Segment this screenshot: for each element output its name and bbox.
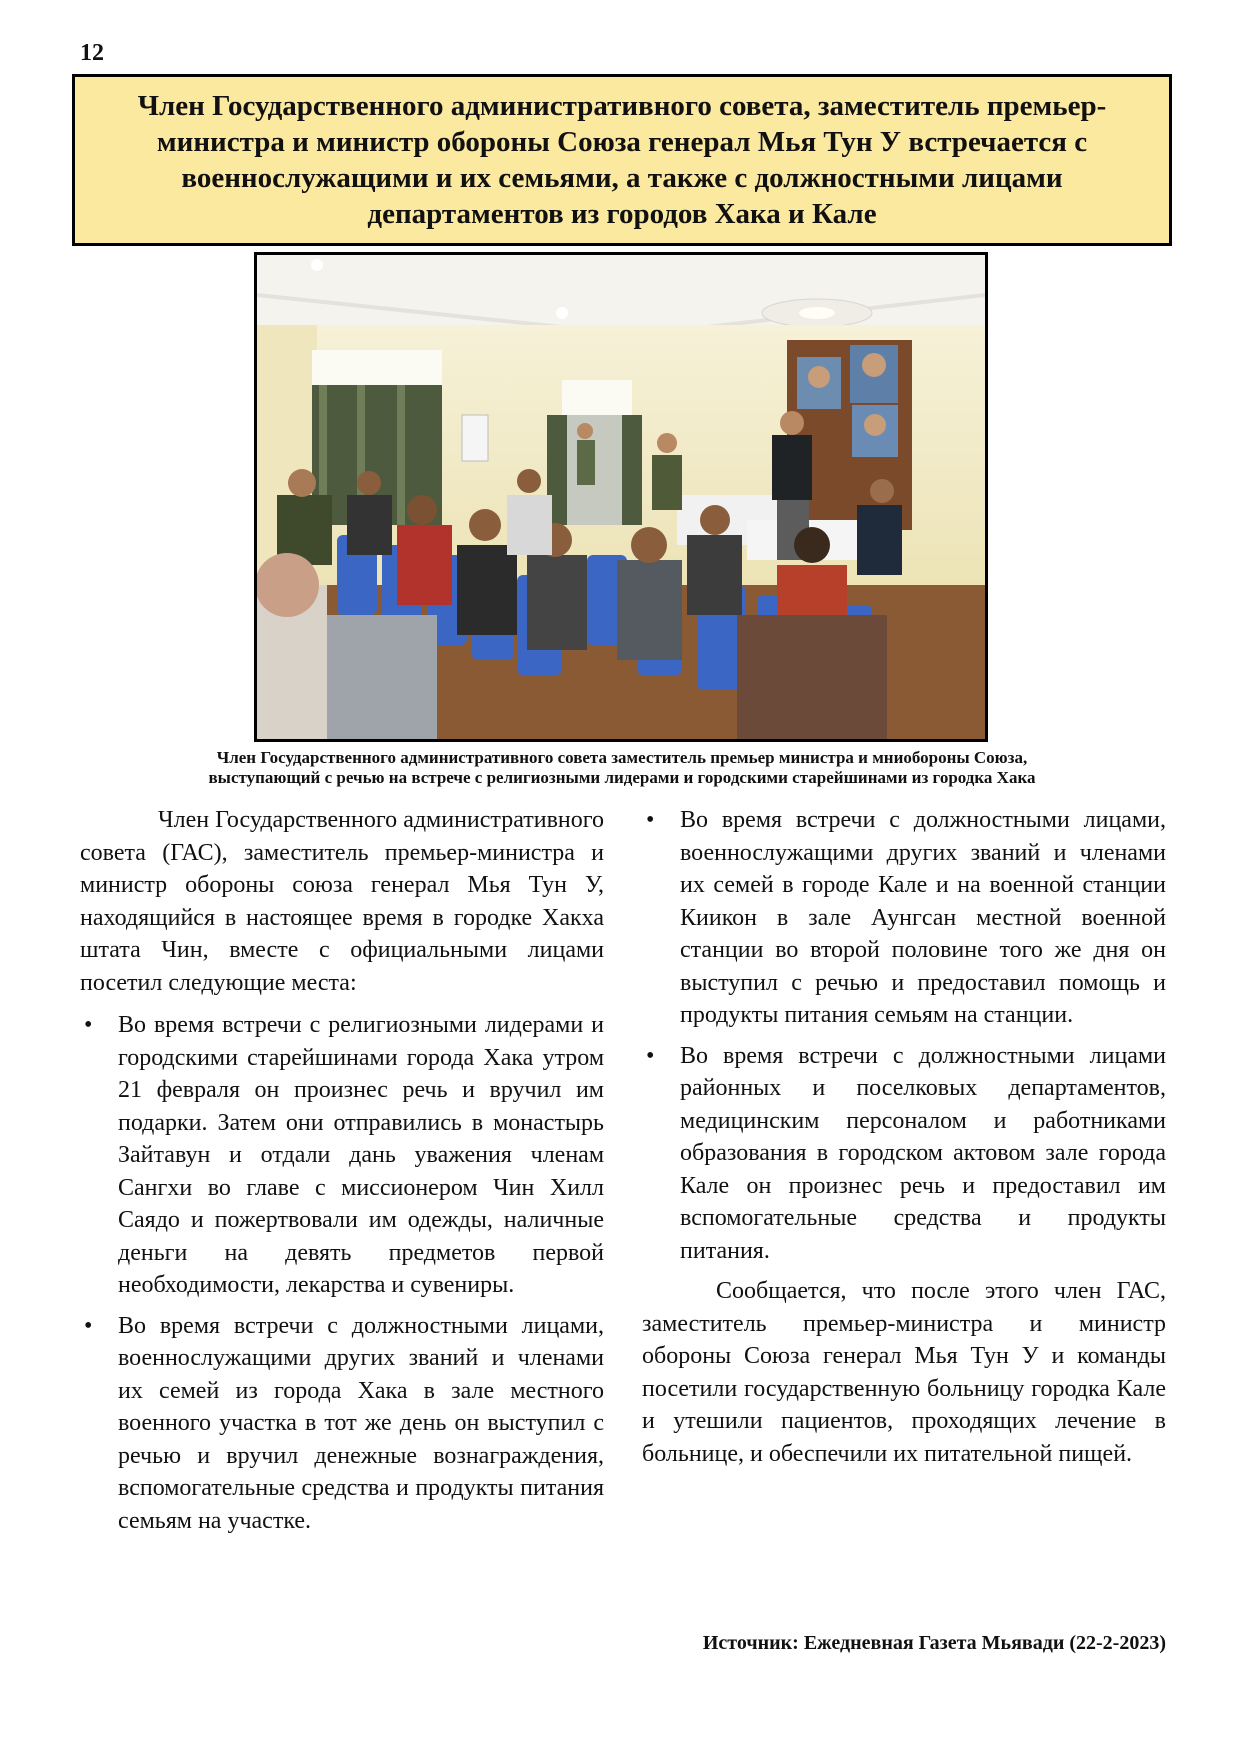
right-column	[642, 804, 1166, 1480]
photo-caption-line-1: Член Государственного административного совета заместитель премьер министра и мниобороны Союза,	[216, 748, 1028, 767]
list-item: • Во время встречи с религиозными лидерами и городскими старейшинами города Хака утром 21 февраля он произнес речь и вручил им подарки. Затем они отправились в монастырь Зайтавун и отдали дань уважения членам Сангхи во главе с миссионером Чин Хилл Саядо и пожертвовали им одежды, наличные деньги на девять предметов первой необходимости, лекарства и сувениры.	[80, 1009, 604, 1302]
headline-box	[72, 74, 1172, 246]
meeting-photo	[254, 252, 988, 742]
source-credit: Источник: Ежедневная Газета Мьявади (22-2-2023)	[702, 1632, 1166, 1654]
right-bullet-list	[642, 804, 1166, 1267]
closing-paragraph: Сообщается, что после этого член ГАС, заместитель премьер-министра и министр обороны Союза генерал Мья Тун У и команды посетили государственную больницу городка Кале и утешили пациентов, проходящих лечение в больнице, и обеспечили их питательной пищей.	[642, 1278, 1166, 1467]
page-number: 12	[80, 40, 104, 66]
photo-caption-line-2: выступающий с речью на встрече с религиозными лидерами и городскими старейшинами из городка Хака	[208, 768, 1036, 787]
list-item: • Во время встречи с должностными лицами, военнослужащими других званий и членами их семей в городе Кале и на военной станции Киикон в зале Аунгсан местной военной станции во второй половине того же дня он выступил с речью и предоставил помощь и продукты питания семьям на станции.	[642, 804, 1166, 1032]
list-item: • Во время встречи с должностными лицами районных и поселковых департаментов, медицинским персоналом и работниками образования в городском актовом зале города Кале он произнес речь и предоставил им вспомогательные средства и продукты питания.	[642, 1040, 1166, 1268]
left-column	[80, 804, 604, 1545]
list-item: • Во время встречи с должностными лицами, военнослужащими других званий и членами их семей из города Хака в зале местного военного участка в тот же день он выступил с речью и вручил денежные вознаграждения, вспомогательные средства и продукты питания семьям на участке.	[80, 1310, 604, 1538]
photo-caption	[72, 748, 1172, 788]
meeting-photo-illustration	[257, 255, 985, 739]
headline: Член Государственного административного совета, заместитель премьер-министра и министр обороны Союза генерал Мья Тун У встречается с военнослужащими и их семьями, а также с должностными лицами департаментов из городов Хака и Кале	[137, 90, 1107, 230]
intro-paragraph: Член Государственного административного совета (ГАС), заместитель премьер-министра и министр обороны союза генерал Мья Тун У, находящийся в настоящее время в городке Хакха штата Чин, вместе с официальными лицами посетил следующие места:	[80, 807, 604, 996]
left-bullet-list	[80, 1009, 604, 1537]
